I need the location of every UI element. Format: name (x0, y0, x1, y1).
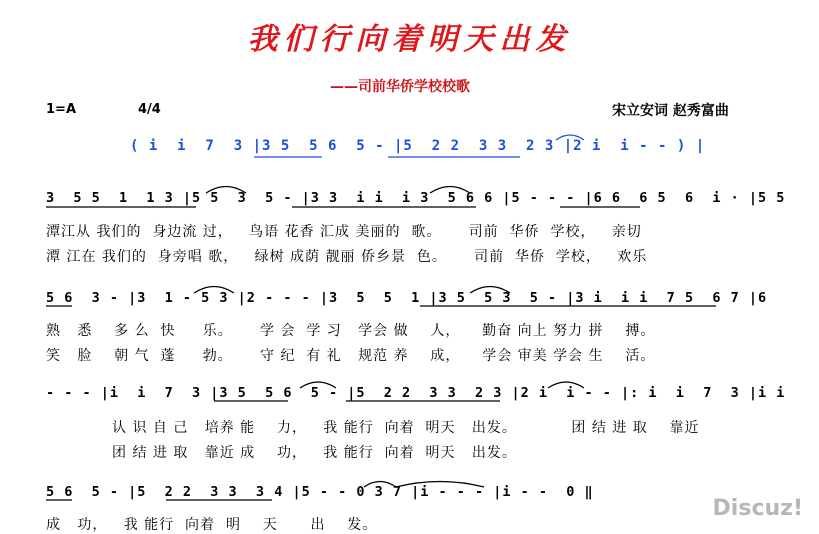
system-2-notes: 5 6 3 - |3 1 - 5 3 |2 - - - |3 5 5 1 |3 5 5 3 5 - |3 i i i 7 5 6 7 |6 (46, 290, 768, 306)
system-1-lyric-2: 潭 江在 我们的 身旁唱 歌， 绿树 成荫 靓丽 侨乡景 色。 司前 华侨 学校， 欢乐 (46, 249, 648, 265)
system-3-notes: - - - |i i 7 3 |3 5 5 6 5 - |5 2 2 3 3 2 3 |2 i i - - |: i i 7 3 |i i (46, 385, 786, 401)
song-subtitle: ——司前华侨学校校歌 (330, 79, 470, 95)
system-2-lyric-1: 熟 悉 多 么 快 乐。 学 会 学 习 学会 做 人， 勤奋 向上 努力 拼 搏。 (46, 323, 656, 339)
system-3-lyric-1: 认 识 自 己 培养 能 力， 我 能行 向着 明天 出发。 团 结 进 取 靠近 (112, 420, 700, 436)
song-title: 我们行向着明天出发 (247, 22, 572, 57)
credits: 宋立安词 赵秀富曲 (612, 103, 729, 119)
system-4-notes: 5 6 5 - |5 2 2 3 3 3 4 |5 - - 0 3 7 |i - - - |i - - 0 ‖ (46, 484, 594, 500)
watermark: Discuz! (712, 496, 803, 521)
key-signature: 1=A (46, 102, 76, 117)
system-2-lyric-2: 笑 脸 朝 气 蓬 勃。 守 纪 有 礼 规范 养 成， 学会 审美 学会 生 活。 (46, 348, 656, 364)
intro-notation: ( i i 7 3 |3 5 5 6 5 - |5 2 2 3 3 2 3 |2 i i - - ) | (130, 138, 706, 154)
time-signature: 4/4 (138, 102, 161, 117)
system-3-lyric-2: 团 结 进 取 靠近 成 功， 我 能行 向着 明天 出发。 (112, 445, 517, 461)
system-1-lyric-1: 潭江从 我们的 身边流 过， 鸟语 花香 汇成 美丽的 歌。 司前 华侨 学校， 亲切 (46, 224, 642, 240)
system-1-notes: 3 5 5 1 1 3 |5 5 3 5 - |3 3 i i i 3 5 6 6 |5 - - - |6 6 6 5 6 i · |5 5 (46, 190, 786, 206)
system-4-lyric-1: 成 功， 我 能行 向着 明 天 出 发。 (46, 517, 378, 533)
